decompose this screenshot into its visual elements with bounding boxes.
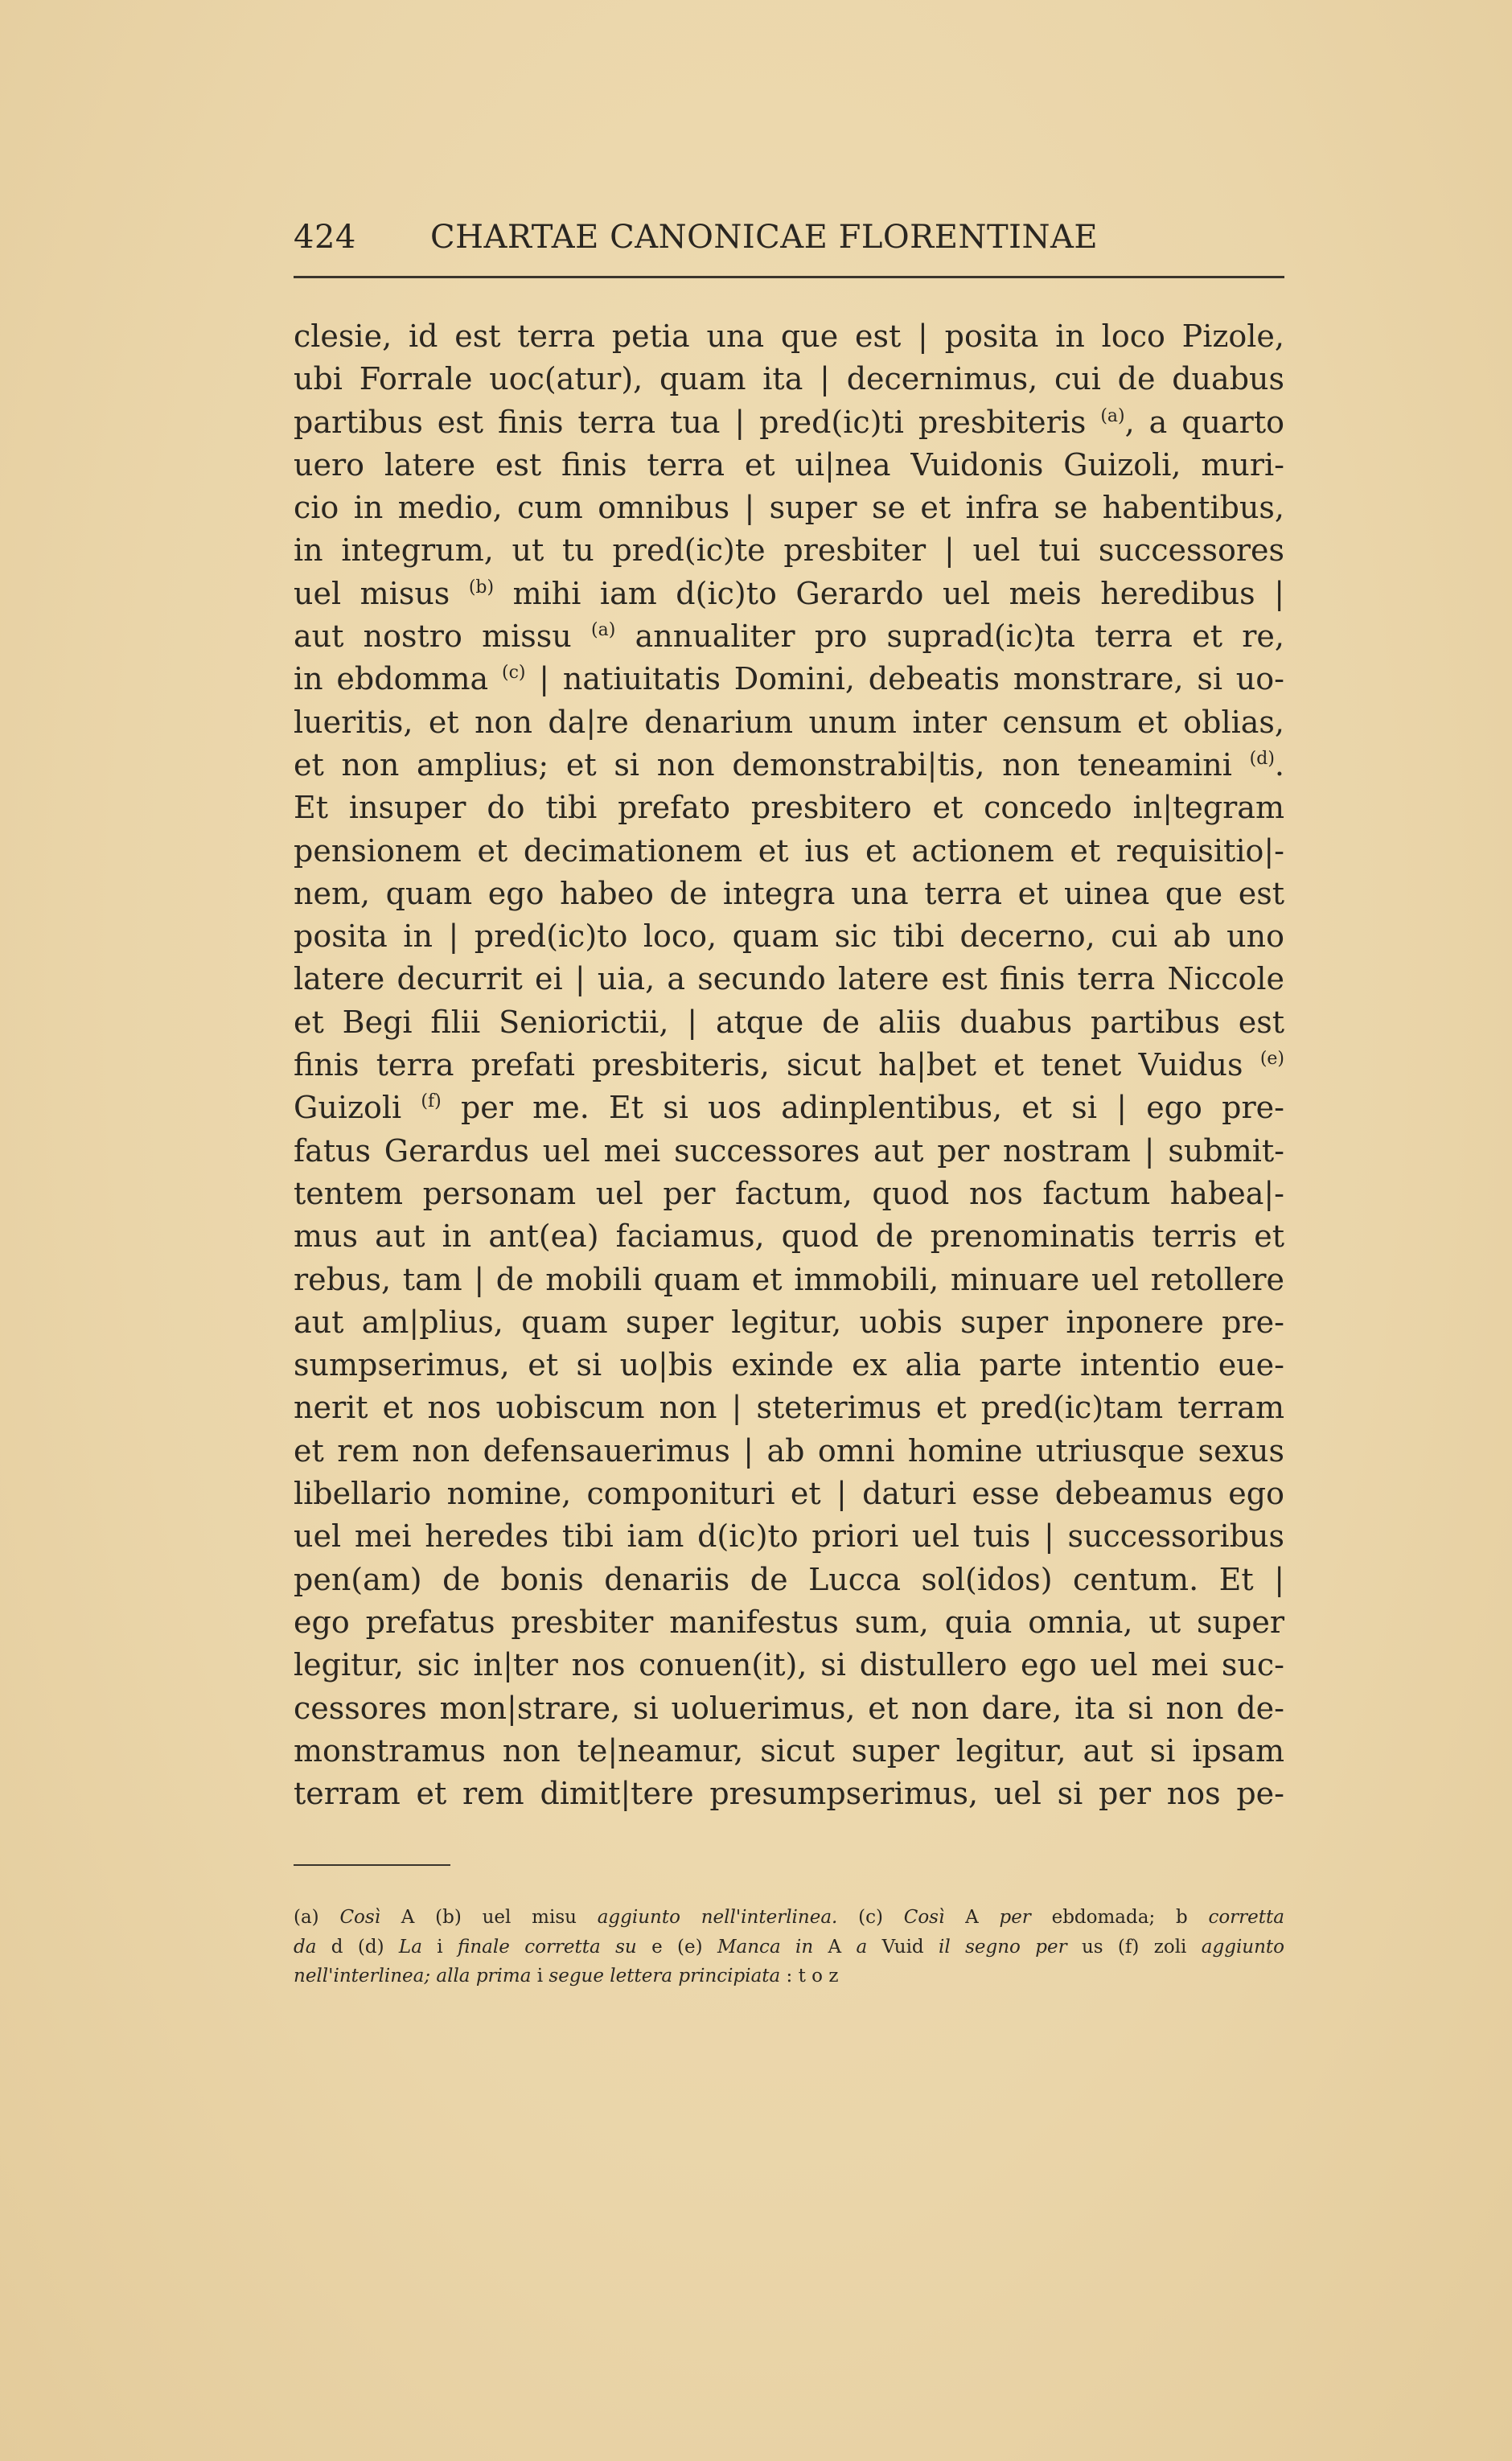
text-segment: legitur, sic in|ter nos conuen(it), si distullero ego uel mei suc-: [294, 1647, 1284, 1683]
text-segment: clesie, id est terra petia una que est | posita in loco Pizole,: [294, 318, 1284, 354]
text-segment: ubi Forrale uoc(atur), quam ita | decernimus, cui de duabus: [294, 361, 1284, 397]
body-line: [294, 1215, 1284, 1258]
text-segment: et non amplius; et si non demonstrabi|tis, non teneamini: [294, 746, 1250, 783]
body-line: [294, 358, 1284, 401]
text-segment: da: [294, 1936, 317, 1958]
footnote-marker: (c): [502, 663, 526, 684]
text-segment: uel misus: [294, 575, 469, 611]
running-title: CHARTAE CANONICAE FLORENTINAE: [430, 219, 1099, 256]
footnote-marker: (f): [421, 1091, 442, 1112]
text-segment: segue lettera principiata: [549, 1966, 781, 1986]
body-line: [294, 315, 1284, 358]
text-segment: : t o z: [780, 1966, 839, 1986]
body-line: [294, 830, 1284, 873]
body-line: [294, 1644, 1284, 1687]
text-segment: A: [944, 1907, 1000, 1928]
text-segment: posita in | pred(ic)to loco, quam sic tibi decerno, cui ab uno: [294, 918, 1284, 955]
running-header: [294, 219, 1284, 259]
body-line: [294, 958, 1284, 1000]
text-segment: aggiunto nell'interlinea.: [597, 1907, 838, 1928]
text-segment: pensionem et decimationem et ius et actionem et requisitio|-: [294, 832, 1284, 869]
text-segment: aut am|plius, quam super legitur, uobis super inponere pre-: [294, 1304, 1284, 1340]
footnote-line: [294, 1933, 1284, 1962]
header-rule: [294, 276, 1284, 278]
footnote-marker: (a): [1100, 405, 1125, 426]
body-line: [294, 1087, 1284, 1129]
body-line: [294, 529, 1284, 572]
body-line: [294, 1773, 1284, 1815]
body-line: [294, 615, 1284, 658]
text-segment: libellario nomine, componituri et | daturi esse debeamus ego: [294, 1476, 1284, 1512]
body-line: [294, 1001, 1284, 1044]
body-line: [294, 1430, 1284, 1473]
body-line: [294, 701, 1284, 744]
text-segment: nem, quam ego habeo de integra una terra et uinea que est: [294, 875, 1284, 911]
text-segment: , a quarto: [1124, 404, 1285, 440]
body-line: [294, 1344, 1284, 1387]
text-segment: pen(am) de bonis denariis de Lucca sol(idos) centum. Et |: [294, 1561, 1284, 1597]
body-line: [294, 1301, 1284, 1344]
body-line: [294, 1473, 1284, 1515]
text-segment: per me. Et si uos adinplentibus, et si | ego pre-: [441, 1090, 1284, 1126]
text-segment: us (f) zoli: [1066, 1936, 1202, 1958]
body-line: [294, 1044, 1284, 1087]
text-segment: lueritis, et non da|re denarium unum inter censum et oblias,: [294, 704, 1284, 740]
body-line: [294, 787, 1284, 829]
text-segment: ebdomada; b: [1030, 1907, 1209, 1928]
text-segment: e (e): [636, 1936, 717, 1958]
text-segment: A: [813, 1936, 857, 1958]
body-line: [294, 573, 1284, 615]
text-segment: per: [999, 1907, 1031, 1928]
body-line: [294, 1515, 1284, 1558]
body-line: [294, 915, 1284, 958]
text-segment: rebus, tam | de mobili quam et immobili, minuare uel retollere: [294, 1261, 1284, 1297]
text-segment: monstramus non te|neamur, sicut super legitur, aut si ipsam: [294, 1732, 1284, 1769]
body-line: [294, 444, 1284, 487]
body-line: [294, 1559, 1284, 1601]
footnote-line: [294, 1903, 1284, 1933]
text-segment: nerit et nos uobiscum non | steterimus et pred(ic)tam terram: [294, 1390, 1284, 1426]
text-segment: latere decurrit ei | uia, a secundo latere est finis terra Niccole: [294, 961, 1284, 997]
text-segment: in integrum, ut tu pred(ic)te presbiter | uel tui successores: [294, 532, 1284, 569]
body-line: [294, 744, 1284, 787]
text-segment: La: [398, 1936, 422, 1958]
text-segment: A (b) uel misu: [380, 1907, 598, 1928]
text-segment: | natiuitatis Domini, debeatis monstrare, si uo-: [525, 661, 1285, 697]
text-segment: (a): [294, 1907, 340, 1928]
body-line: [294, 1601, 1284, 1644]
body-line: [294, 1259, 1284, 1301]
text-segment: d (d): [316, 1936, 399, 1958]
footnote-rule: [294, 1864, 450, 1866]
text-segment: cessores mon|strare, si uoluerimus, et non dare, ita si non de-: [294, 1690, 1284, 1726]
page-number: 424: [294, 219, 356, 256]
text-segment: terram et rem dimit|tere presumpserimus, uel si per nos pe-: [294, 1776, 1284, 1812]
text-segment: cio in medio, cum omnibus | super se et infra se habentibus,: [294, 490, 1284, 526]
body-line: [294, 487, 1284, 529]
text-segment: Manca in: [717, 1936, 814, 1958]
text-segment: et rem non defensauerimus | ab omni homine utriusque sexus: [294, 1432, 1284, 1469]
text-segment: Così: [903, 1907, 945, 1928]
footnote-marker: (e): [1259, 1049, 1284, 1070]
body-line: [294, 1173, 1284, 1215]
text-segment: il segno per: [939, 1936, 1067, 1958]
text-segment: a: [856, 1936, 868, 1958]
footnote-line: [294, 1962, 1284, 1991]
text-segment: Guizoli: [294, 1090, 421, 1126]
text-segment: partibus est finis terra tua | pred(ic)ti presbiteris: [294, 404, 1101, 440]
text-segment: annualiter pro suprad(ic)ta terra et re,: [615, 618, 1284, 655]
text-segment: (c): [837, 1907, 904, 1928]
text-segment: Vuid: [867, 1936, 939, 1958]
text-segment: nell'interlinea; alla prima: [294, 1966, 532, 1986]
text-segment: mihi iam d(ic)to Gerardo uel meis heredibus |: [494, 575, 1284, 611]
text-segment: aggiunto: [1201, 1936, 1285, 1958]
body-line: [294, 1730, 1284, 1773]
text-segment: ego prefatus presbiter manifestus sum, quia omnia, ut super: [294, 1604, 1284, 1640]
text-segment: Et insuper do tibi prefato presbitero et concedo in|tegram: [294, 790, 1284, 826]
footnote-marker: (b): [468, 577, 495, 598]
text-segment: finis terra prefati presbiteris, sicut ha|bet et tenet Vuidus: [294, 1047, 1260, 1083]
body-line: [294, 1130, 1284, 1173]
text-segment: mus aut in ant(ea) faciamus, quod de prenominatis terris et: [294, 1218, 1284, 1255]
text-segment: finale corretta su: [458, 1936, 637, 1958]
text-segment: .: [1274, 746, 1284, 783]
body-line: [294, 658, 1284, 701]
text-segment: aut nostro missu: [294, 618, 592, 655]
footnote-marker: (a): [591, 620, 616, 641]
body-line: [294, 401, 1284, 444]
body-line: [294, 1387, 1284, 1429]
text-segment: corretta: [1208, 1907, 1284, 1928]
text-segment: uero latere est finis terra et ui|nea Vuidonis Guizoli, muri-: [294, 446, 1284, 483]
text-segment: uel mei heredes tibi iam d(ic)to priori uel tuis | successoribus: [294, 1518, 1284, 1555]
footnotes: [294, 1903, 1284, 1991]
text-segment: Così: [339, 1907, 381, 1928]
text-segment: fatus Gerardus uel mei successores aut per nostram | submit-: [294, 1132, 1284, 1169]
text-segment: sumpserimus, et si uo|bis exinde ex alia parte intentio eue-: [294, 1347, 1284, 1383]
text-segment: et Begi filii Seniorictii, | atque de aliis duabus partibus est: [294, 1004, 1284, 1040]
text-segment: i: [421, 1936, 458, 1958]
text-segment: i: [531, 1966, 549, 1986]
body-line: [294, 873, 1284, 915]
body-text: [294, 315, 1284, 1815]
body-line: [294, 1687, 1284, 1730]
text-segment: tentem personam uel per factum, quod nos factum habea|-: [294, 1175, 1284, 1211]
footnote-marker: (d): [1249, 748, 1275, 769]
text-segment: in ebdomma: [294, 661, 502, 697]
